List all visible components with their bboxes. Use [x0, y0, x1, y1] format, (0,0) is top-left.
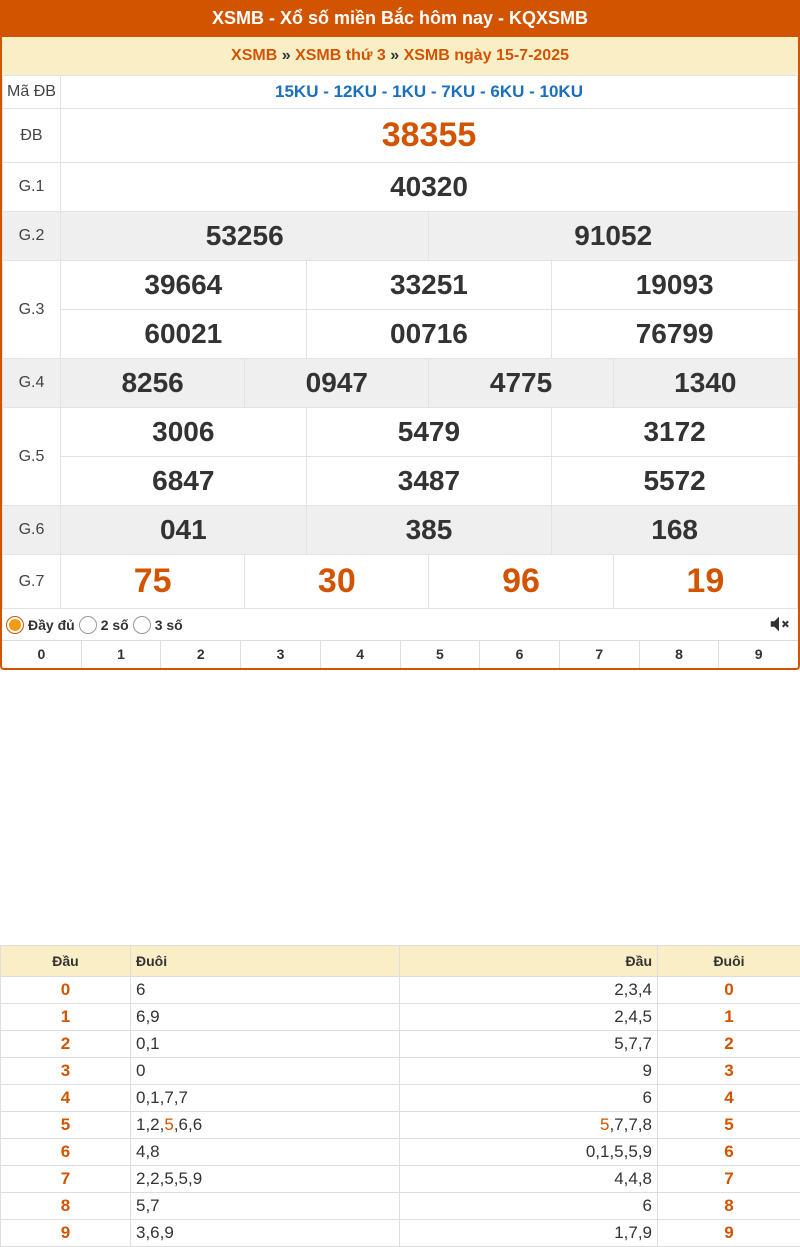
prize-g7: 75	[61, 555, 245, 609]
loto-row	[1, 1112, 800, 1139]
loto-row	[1, 1166, 800, 1193]
prize-g3: 76799	[552, 310, 798, 359]
option-two-label: 2 số	[100, 616, 129, 633]
loto-row	[1, 1139, 800, 1166]
loto-dau-list: 4,4,8	[400, 1166, 658, 1193]
loto-dau: 8	[1, 1193, 131, 1220]
prize-g7: 30	[245, 555, 429, 609]
digit-button[interactable]: 8	[639, 641, 719, 668]
prize-g5: 6847	[61, 457, 307, 506]
digit-button[interactable]: 4	[320, 641, 400, 668]
prize-g3: 19093	[552, 261, 798, 310]
loto-row	[1, 1004, 800, 1031]
breadcrumb-sep: »	[390, 47, 400, 64]
loto-dau: 9	[1, 1220, 131, 1247]
loto-row	[1, 1058, 800, 1085]
prize-g5: 3487	[306, 457, 552, 506]
loto-duoi: 1	[658, 1004, 800, 1031]
loto-duoi: 7	[658, 1166, 800, 1193]
loto-dau: 6	[1, 1139, 131, 1166]
digit-button[interactable]: 0	[37, 646, 46, 662]
loto-dau-list: 9	[400, 1058, 658, 1085]
prize-g2: 53256	[61, 212, 429, 261]
loto-dau-list: 6	[400, 1085, 658, 1112]
prize-g7: 96	[429, 555, 613, 609]
loto-row	[1, 1085, 800, 1112]
db-label: ĐB	[3, 109, 61, 163]
loto-duoi: 0	[658, 977, 800, 1004]
radio-full[interactable]	[6, 616, 24, 634]
loto-dau: 1	[1, 1004, 131, 1031]
prize-g5: 3006	[61, 408, 307, 457]
loto-header-row	[1, 946, 800, 977]
loto-duoi-list: 0,1	[131, 1031, 400, 1058]
digit-button[interactable]: 1	[81, 641, 161, 668]
digit-button[interactable]: 9	[718, 641, 798, 668]
ma-db-label: Mã ĐB	[3, 76, 61, 109]
prize-g4: 8256	[61, 359, 245, 408]
option-three-digits[interactable]	[133, 616, 183, 634]
g2-label: G.2	[3, 212, 61, 261]
g7-label: G.7	[3, 555, 61, 609]
loto-duoi: 2	[658, 1031, 800, 1058]
loto-dau-list: 2,4,5	[400, 1004, 658, 1031]
prize-g6: 385	[306, 506, 552, 555]
results-table	[2, 75, 798, 609]
loto-dau-list: 6	[400, 1193, 658, 1220]
breadcrumb-xsmb-weekday[interactable]: XSMB thứ 3	[295, 47, 386, 64]
loto-duoi-list: 3,6,9	[131, 1220, 400, 1247]
prize-g5: 5572	[552, 457, 798, 506]
loto-dau: 7	[1, 1166, 131, 1193]
g6-label: G.6	[3, 506, 61, 555]
loto-part: ,7,7,8	[609, 1115, 652, 1134]
loto-duoi-list: 4,8	[131, 1139, 400, 1166]
prize-g2: 91052	[429, 212, 798, 261]
g1-label: G.1	[3, 163, 61, 212]
loto-dau-list: 1,7,9	[400, 1220, 658, 1247]
g3-label: G.3	[3, 261, 61, 359]
digit-button[interactable]: 3	[240, 641, 320, 668]
loto-duoi-list: 5,7	[131, 1193, 400, 1220]
prize-g3: 33251	[306, 261, 552, 310]
loto-part: ,6,6	[173, 1115, 203, 1134]
loto-duoi-list: 0,1,7,7	[131, 1085, 400, 1112]
loto-dau: 3	[1, 1058, 131, 1085]
loto-dau-list	[400, 1112, 658, 1139]
loto-dau-list: 2,3,4	[400, 977, 658, 1004]
col-duoi: Đuôi	[131, 946, 400, 977]
radio-three-digits[interactable]	[133, 616, 151, 634]
loto-dau: 5	[1, 1112, 131, 1139]
breadcrumb-xsmb-date[interactable]: XSMB ngày 15-7-2025	[403, 47, 569, 64]
display-options	[2, 609, 798, 640]
loto-duoi-list: 2,2,5,5,9	[131, 1166, 400, 1193]
digit-button[interactable]: 6	[479, 641, 559, 668]
col-dau: Đầu	[1, 946, 131, 977]
prize-g1: 40320	[61, 163, 798, 212]
loto-duoi: 8	[658, 1193, 800, 1220]
digit-button[interactable]: 7	[559, 641, 639, 668]
loto-duoi: 4	[658, 1085, 800, 1112]
prize-g3: 60021	[61, 310, 307, 359]
loto-duoi: 6	[658, 1139, 800, 1166]
loto-row	[1, 977, 800, 1004]
option-three-label: 3 số	[154, 616, 183, 633]
loto-highlight: 5	[164, 1115, 174, 1134]
radio-two-digits[interactable]	[79, 616, 97, 634]
loto-duoi-list: 6,9	[131, 1004, 400, 1031]
prize-g3: 00716	[306, 310, 552, 359]
prize-db: 38355	[61, 109, 798, 163]
page-title: XSMB - Xổ số miền Bắc hôm nay - KQXSMB	[0, 0, 800, 37]
col-dau-2: Đầu	[400, 946, 658, 977]
g4-label: G.4	[3, 359, 61, 408]
loto-duoi: 5	[658, 1112, 800, 1139]
breadcrumb	[2, 37, 798, 75]
col-duoi-2: Đuôi	[658, 946, 800, 977]
option-full[interactable]	[6, 616, 75, 634]
option-two-digits[interactable]	[79, 616, 129, 634]
prize-g6: 168	[552, 506, 798, 555]
loto-part: 1,2,	[136, 1115, 165, 1134]
prize-g4: 0947	[245, 359, 429, 408]
loto-row	[1, 1193, 800, 1220]
ma-db-value: 15KU - 12KU - 1KU - 7KU - 6KU - 10KU	[61, 76, 798, 109]
breadcrumb-sep: »	[281, 47, 291, 64]
loto-dau: 0	[1, 977, 131, 1004]
loto-duoi-list	[131, 1112, 400, 1139]
prize-g3: 39664	[61, 261, 307, 310]
digit-button[interactable]: 2	[160, 641, 240, 668]
loto-dau-list: 5,7,7	[400, 1031, 658, 1058]
loto-highlight: 5	[599, 1115, 610, 1134]
prize-g4: 1340	[613, 359, 797, 408]
loto-row	[1, 1031, 800, 1058]
digit-filter	[2, 640, 798, 668]
loto-duoi: 3	[658, 1058, 800, 1085]
option-full-label: Đầy đủ	[28, 616, 75, 633]
loto-table	[0, 945, 800, 1247]
loto-dau-list: 0,1,5,5,9	[400, 1139, 658, 1166]
loto-duoi-list: 0	[131, 1058, 400, 1085]
prize-g7: 19	[613, 555, 797, 609]
prize-g4: 4775	[429, 359, 613, 408]
loto-dau: 4	[1, 1085, 131, 1112]
g5-label: G.5	[3, 408, 61, 506]
digit-button[interactable]: 5	[400, 641, 480, 668]
prize-g5: 3172	[552, 408, 798, 457]
loto-duoi-list: 6	[131, 977, 400, 1004]
mute-icon[interactable]	[768, 613, 790, 635]
loto-duoi: 9	[658, 1220, 800, 1247]
prize-g6: 041	[61, 506, 307, 555]
breadcrumb-xsmb[interactable]: XSMB	[231, 47, 278, 64]
loto-dau: 2	[1, 1031, 131, 1058]
prize-g5: 5479	[306, 408, 552, 457]
loto-row	[1, 1220, 800, 1247]
